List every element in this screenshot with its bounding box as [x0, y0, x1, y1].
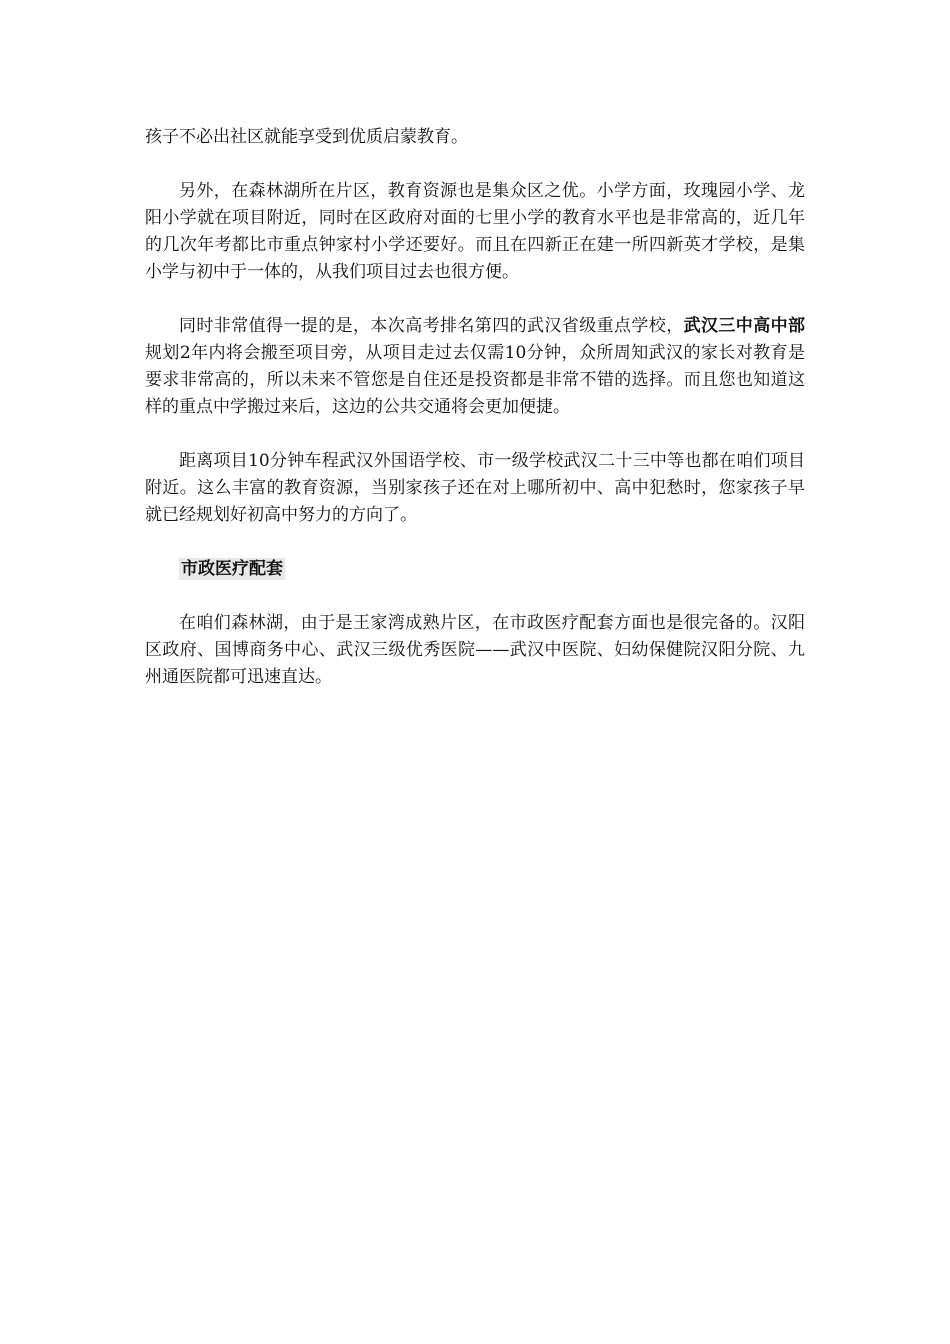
document-body	[145, 124, 805, 718]
paragraph-2: 另外，在森林湖所在片区，教育资源也是集众区之优。小学方面，玫瑰园小学、龙阳小学就在项目附近，同时在区政府对面的七里小学的教育水平也是非常高的，近几年的几次年考都比市重点钟家村小学还要好。而且在四新正在建一所四新英才学校，是集小学与初中于一体的，从我们项目过去也很方便。	[145, 181, 805, 282]
paragraph-3-text-start: 同时非常值得一提的是，本次高考排名第四的武汉省级重点学校，	[179, 316, 684, 336]
paragraph-1: 孩子不必出社区就能享受到优质启蒙教育。	[145, 127, 468, 147]
paragraph-3	[145, 313, 805, 421]
paragraph-5: 在咱们森林湖，由于是王家湾成熟片区，在市政医疗配套方面也是很完备的。汉阳区政府、国博商务中心、武汉三级优秀医院——武汉中医院、妇幼保健院汉阳分院、九州通医院都可迅速直达。	[145, 613, 805, 687]
section-heading-text: 市政医疗配套	[181, 559, 283, 579]
paragraph-3-text-end: 规划2年内将会搬至项目旁，从项目走过去仅需10分钟，众所周知武汉的家长对教育是要求非常高的，所以未来不管您是自住还是投资都是非常不错的选择。而且您也知道这样的重点中学搬过来后，这边的公共交通将会更加便捷。	[145, 343, 805, 417]
paragraph-3-bold-school: 武汉三中高中部	[683, 316, 806, 336]
section-heading	[145, 556, 805, 583]
paragraph-4: 距离项目10分钟车程武汉外国语学校、市一级学校武汉二十三中等也都在咱们项目附近。这么丰富的教育资源，当别家孩子还在对上哪所初中、高中犯愁时，您家孩子早就已经规划好初高中努力的方向了。	[145, 451, 805, 525]
